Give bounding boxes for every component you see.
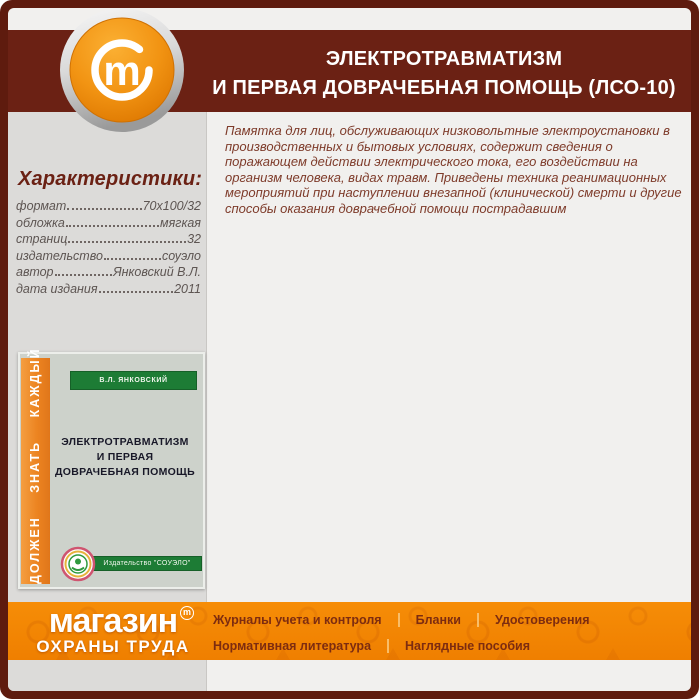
page-content [8,8,691,691]
footer-link-visual-aids[interactable]: Наглядные пособия [405,639,531,653]
trademark-m-icon: m [180,606,194,620]
char-value: 70x100/32 [142,199,201,213]
char-value: Янковский В.Л. [113,265,201,279]
site-logo[interactable] [58,8,186,134]
book-spine-stripe [21,347,50,584]
char-label: дата издания [16,281,98,296]
dot-leader [104,258,161,260]
characteristic-row [16,264,201,281]
product-description: Памятка для лиц, обслуживающих низковольтные электроустановки в производственных и бытовых условиях, содержит сведения о поражающем действии электрического тока, его воздействии на организм человека, видах травм. Приведены техника реанимационных мероприятий при наступлении внезапной (клинической) смерти и другие способы оказания доврачебной помощи пострадавшим [225,123,682,216]
book-title-line2: И ПЕРВАЯ [96,451,154,463]
char-label: формат [16,199,67,213]
char-value: мягкая [160,215,201,230]
footer-link-journals[interactable]: Журналы учета и контроля [213,613,382,627]
brand-name: магазин [48,602,178,640]
char-label: обложка [16,215,65,230]
characteristics-heading: Характеристики: [18,168,203,190]
char-value: соуэло [161,248,201,263]
footer-band [8,602,691,660]
footer-nav-row1 [213,611,590,629]
char-label: издательство [16,248,103,263]
characteristic-row [16,231,201,248]
m-logo-icon [58,8,186,134]
characteristic-row [16,281,201,298]
dot-leader [66,225,159,227]
book-title-line1: ЭЛЕКТРОТРАВМАТИЗМ [61,436,189,448]
link-divider [477,613,479,627]
page-title-line1: ЭЛЕКТРОТРАВМАТИЗМ [325,48,563,70]
characteristics-panel [16,168,201,297]
link-divider [398,613,400,627]
book-title-line3: ДОВРАЧЕБНАЯ ПОМОЩЬ [55,466,195,478]
book-spine-text: ДОЛЖЕН ЗНАТЬ КАЖДЫЙ [28,347,42,584]
book-cover-image [18,347,205,589]
svg-text:m: m [103,47,141,94]
characteristic-row [16,215,201,232]
dot-leader [67,208,141,210]
publisher-bar: Издательство "СОУЭЛО" [92,556,202,571]
page-title-line2: И ПЕРВАЯ ДОВРАЧЕБНАЯ ПОМОЩЬ (ЛСО-10) [212,77,676,99]
footer-link-blanks[interactable]: Бланки [415,613,461,627]
dot-leader [68,241,186,243]
link-divider [387,639,389,653]
char-label: страниц [16,232,68,246]
char-value: 2011 [174,281,201,296]
dot-leader [55,274,113,276]
characteristic-row [16,248,201,265]
char-label: автор [16,265,54,279]
book-author-bar: В.Л. ЯНКОВСКИЙ [70,371,197,390]
footer-nav-row2 [213,637,530,655]
dot-leader [99,291,174,293]
book-title [49,435,201,480]
footer-link-certificates[interactable]: Удостоверения [494,613,590,627]
char-value: 32 [187,232,201,246]
characteristic-row [16,198,201,215]
footer-link-normative-literature[interactable]: Нормативная литература [213,639,372,653]
brand-subtitle: ОХРАНЫ ТРУДА [36,637,190,656]
footer-nav [213,602,687,660]
publisher-logo-icon [60,546,96,582]
